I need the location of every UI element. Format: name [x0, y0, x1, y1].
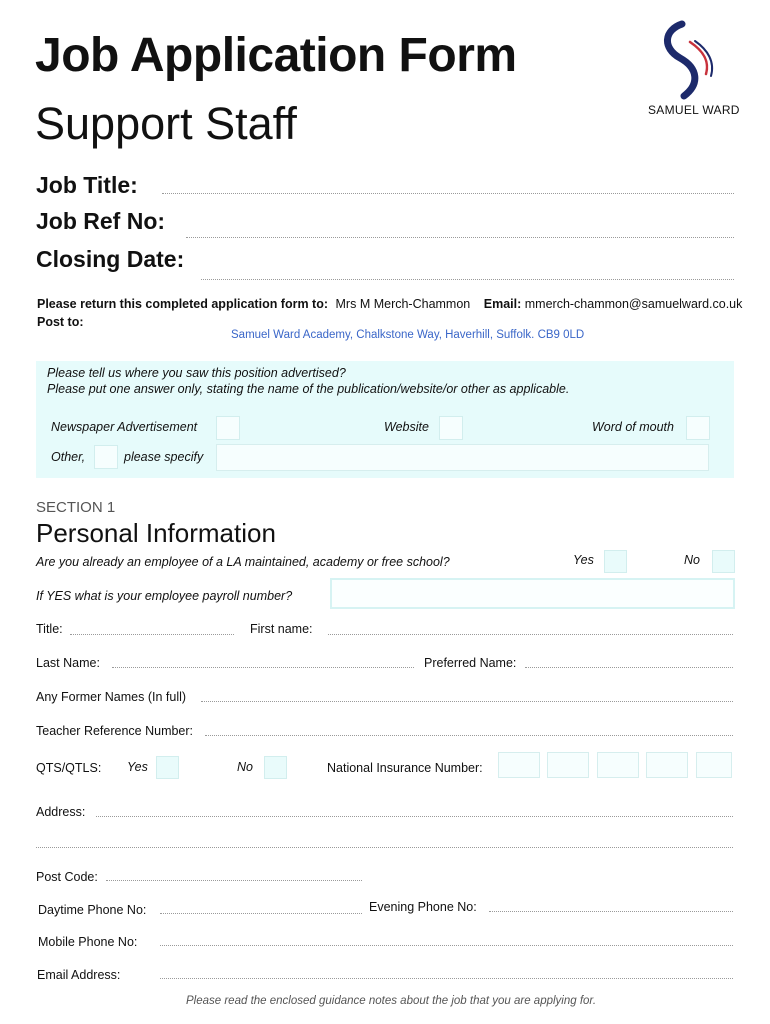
ni-input-3[interactable]: [597, 752, 639, 778]
teacher-ref-field[interactable]: [205, 735, 733, 736]
employee-yes-label: Yes: [573, 553, 594, 567]
advert-question-line2: Please put one answer only, stating the name of the publication/website/or other as applicable.: [47, 382, 570, 396]
ni-input-5[interactable]: [696, 752, 732, 778]
ni-input-4[interactable]: [646, 752, 688, 778]
other-specify-input[interactable]: [216, 444, 709, 471]
newspaper-checkbox[interactable]: [216, 416, 240, 440]
return-instructions: [37, 297, 742, 311]
last-name-label: Last Name:: [36, 656, 100, 670]
evening-phone-field[interactable]: [489, 911, 733, 912]
qts-no-label: No: [237, 760, 253, 774]
daytime-phone-field[interactable]: [160, 913, 362, 914]
word-of-mouth-label: Word of mouth: [592, 420, 674, 434]
other-checkbox[interactable]: [94, 445, 118, 469]
section-tag: SECTION 1: [36, 499, 116, 516]
title-label: Title:: [36, 622, 63, 636]
postal-address: Samuel Ward Academy, Chalkstone Way, Haverhill, Suffolk. CB9 0LD: [231, 329, 585, 341]
qts-label: QTS/QTLS:: [36, 761, 102, 775]
advert-question-line1: Please tell us where you saw this position advertised?: [47, 366, 346, 380]
ni-label: National Insurance Number:: [327, 761, 483, 775]
address-field-line1[interactable]: [96, 816, 733, 817]
job-title-field[interactable]: [162, 193, 734, 194]
preferred-name-label: Preferred Name:: [424, 656, 517, 670]
title-field[interactable]: [70, 634, 234, 635]
former-names-label: Any Former Names (In full): [36, 690, 187, 704]
page-subtitle: Support Staff: [35, 98, 297, 149]
former-names-field[interactable]: [201, 701, 733, 702]
recipient-name: Mrs M Merch-Chammon: [335, 297, 471, 311]
evening-phone-label: Evening Phone No:: [369, 900, 477, 914]
daytime-phone-label: Daytime Phone No:: [38, 903, 147, 917]
qts-no-checkbox[interactable]: [264, 756, 287, 779]
first-name-label: First name:: [250, 622, 313, 636]
payroll-question: If YES what is your employee payroll number?: [36, 589, 293, 603]
logo-text: SAMUEL WARD: [648, 103, 740, 117]
email-address-label: Email Address:: [37, 968, 121, 982]
word-of-mouth-checkbox[interactable]: [686, 416, 710, 440]
website-checkbox[interactable]: [439, 416, 463, 440]
section-title: Personal Information: [36, 518, 276, 548]
employee-question: Are you already an employee of a LA maintained, academy or free school?: [36, 555, 450, 569]
employee-no-checkbox[interactable]: [712, 550, 735, 573]
qts-yes-checkbox[interactable]: [156, 756, 179, 779]
employee-yes-checkbox[interactable]: [604, 550, 627, 573]
return-label: Please return this completed application form to:: [37, 297, 329, 311]
address-label: Address:: [36, 805, 86, 819]
mobile-phone-label: Mobile Phone No:: [38, 935, 138, 949]
preferred-name-field[interactable]: [525, 667, 733, 668]
closing-date-field[interactable]: [201, 279, 734, 280]
email-address-field[interactable]: [160, 978, 733, 979]
payroll-number-input[interactable]: [330, 578, 735, 609]
email-label: Email:: [483, 297, 522, 311]
job-title-label: Job Title:: [36, 172, 138, 198]
mobile-phone-field[interactable]: [160, 945, 733, 946]
last-name-field[interactable]: [112, 667, 414, 668]
please-specify-label: please specify: [124, 450, 204, 464]
newspaper-label: Newspaper Advertisement: [51, 420, 198, 434]
address-field-line2[interactable]: [36, 847, 733, 848]
footer-note: Please read the enclosed guidance notes about the job that you are applying for.: [186, 995, 597, 1007]
post-to-label: Post to:: [37, 315, 84, 329]
qts-yes-label: Yes: [127, 760, 148, 774]
job-ref-label: Job Ref No:: [36, 208, 166, 234]
ni-input-2[interactable]: [547, 752, 589, 778]
page-title: Job Application Form: [35, 29, 517, 82]
employee-no-label: No: [684, 553, 700, 567]
ni-input-1[interactable]: [498, 752, 540, 778]
post-code-label: Post Code:: [36, 870, 98, 884]
first-name-field[interactable]: [328, 634, 733, 635]
samuel-ward-logo-icon: [640, 20, 740, 100]
post-code-field[interactable]: [106, 880, 362, 881]
teacher-ref-label: Teacher Reference Number:: [36, 724, 194, 738]
other-label: Other,: [51, 450, 86, 464]
recipient-email: mmerch-chammon@samuelward.co.uk: [524, 297, 743, 311]
job-ref-field[interactable]: [186, 237, 734, 238]
closing-date-label: Closing Date:: [36, 246, 185, 272]
samuel-ward-logo: [640, 20, 740, 120]
website-label: Website: [384, 420, 429, 434]
